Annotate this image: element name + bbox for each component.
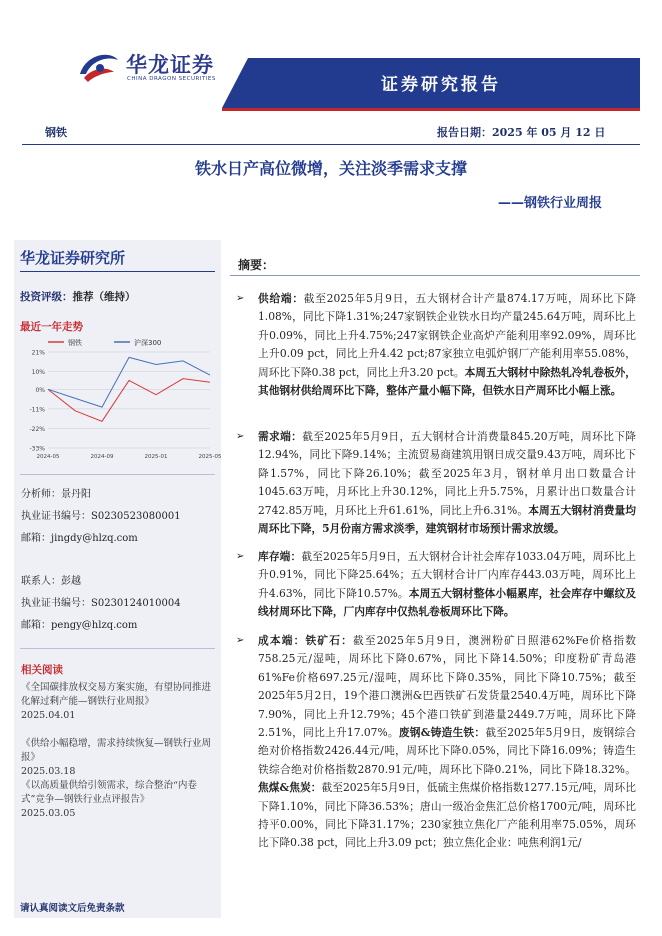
item-label: 需求端： xyxy=(258,430,303,443)
related-report[interactable] xyxy=(21,681,213,723)
bullet-arrow-icon: ➢ xyxy=(236,635,245,646)
institute-name: 华龙证券研究所 xyxy=(20,249,126,267)
page-title: 铁水日产高位微增，关注淡季需求支撑 xyxy=(194,159,467,178)
related-report-date: 2025.03.18 xyxy=(21,766,76,777)
summary-divider xyxy=(230,275,640,276)
related-report-date: 2025.03.05 xyxy=(21,808,76,819)
item-text: 截至2025年5月9日，五大钢材合计消费量845.20万吨，周环比下降12.94%，同比下降9.14%；主流贸易商建筑用钢日成交量9.43万吨，周环比下降1.57%，同比下降26.10%；截至2025年3月，钢材单月出口数量合计1045.63万吨，月环比上升30.12%，同比上升5.75%，月累计出口数量合计2742.85万吨，月环比上升61.61%，同比上升6.31%。 xyxy=(258,430,636,517)
page-subtitle: ——钢铁行业周报 xyxy=(498,196,603,211)
y-tick-label: -22% xyxy=(29,425,45,433)
summary-item-supply xyxy=(236,290,636,400)
contact-cert: 执业证书编号：S0230124010004 xyxy=(21,598,181,609)
summary-item-demand xyxy=(236,428,636,538)
related-report-date: 2025.04.01 xyxy=(21,710,76,721)
company-logo-icon xyxy=(76,48,122,88)
analyst-email: 邮箱：jingdy@hlzq.com xyxy=(21,533,138,544)
related-report-title: 《全国碳排放权交易方案实施，有望协同推进化解过剩产能—钢铁行业周报》 xyxy=(21,682,212,707)
summary-item-cost xyxy=(236,632,636,853)
contact-email: 邮箱：pengy@hlzq.com xyxy=(21,620,138,631)
industry-label: 钢铁 xyxy=(45,126,67,139)
x-tick-label: 2024-05 xyxy=(36,454,60,460)
item-label: 库存端： xyxy=(258,550,302,563)
summary-title: 摘要： xyxy=(238,258,275,272)
disclaimer-note: 请认真阅读文后免责条款 xyxy=(20,903,125,914)
related-report-title: 《以高质量供给引领需求，综合整治“内卷式”竞争—钢铁行业点评报告》 xyxy=(21,780,197,805)
logo-english-text: CHINA DRAGON SECURITIES xyxy=(127,76,216,82)
summary-item-inventory xyxy=(236,548,636,622)
item-highlight: 本周五大钢材整体小幅累库，社会库存中螺纹及线材周环比下降，厂内库存中仅热轧卷板周环比下降。 xyxy=(258,586,636,619)
item-text-scrap: 截至2025年5月9日，废钢综合绝对价格指数2426.44元/吨，周环比下降0.05%，同比下降16.09%；铸造生铁综合绝对价格指数2870.91元/吨，周环比下降0.21%，同比下降18.32%。 xyxy=(258,726,636,776)
logo-text: 华龙证券 xyxy=(126,53,214,77)
analyst-cert: 执业证书编号：S0230523080001 xyxy=(21,511,181,522)
item-label: 成本端：铁矿石： xyxy=(258,634,353,647)
rating-value: 推荐（维持） xyxy=(72,291,136,303)
item-label-scrap: 废钢&铸造生铁： xyxy=(398,726,486,740)
legend-csi300-label: 沪深300 xyxy=(134,339,162,347)
y-tick-label: -33% xyxy=(29,445,45,453)
x-tick-label: 2025-01 xyxy=(144,454,168,460)
series-line-csi300 xyxy=(48,357,210,407)
analyst-name: 分析师：景丹阳 xyxy=(21,489,91,500)
related-reading-title: 相关阅读 xyxy=(21,664,63,676)
item-text-coal: 截至2025年5月9日，低硫主焦煤价格指数1277.15元/吨，周环比下降1.10%，同比下降36.53%；唐山一级冶金焦汇总价格1700元/吨，周环比持平0.00%，同比下降31.17%；230家独立焦化厂产能利用率75.05%，周环比下降0.38 pct，同比上升3.09 pct；独立焦化企业：吨焦利润1元/ xyxy=(258,781,636,850)
header-accent-line xyxy=(222,108,640,111)
rating-label: 投资评级： xyxy=(20,291,73,303)
related-report[interactable] xyxy=(21,779,213,821)
bullet-arrow-icon: ➢ xyxy=(236,431,245,442)
header-divider xyxy=(22,144,640,145)
bullet-arrow-icon: ➢ xyxy=(236,293,245,304)
sidebar-divider xyxy=(20,648,215,649)
report-date: 报告日期：2025 年 05 月 12 日 xyxy=(437,126,606,139)
bullet-arrow-icon: ➢ xyxy=(236,551,245,562)
x-tick-label: 2025-05 xyxy=(198,454,222,460)
sidebar-divider xyxy=(20,474,215,475)
y-tick-label: -11% xyxy=(29,406,45,414)
item-label-coal: 焦煤&焦炭： xyxy=(258,781,322,795)
performance-chart xyxy=(18,334,222,464)
item-text: 截至2025年5月9日，五大钢材合计产量874.17万吨，周环比下降1.08%，同比下降1.31%;247家钢铁企业铁水日均产量245.64万吨，周环比上升0.09%，同比上升4.75%;247家钢铁企业高炉产能利用率92.09%，周环比上升0.09 pct，同比上升4.42 pct;87家独立电弧炉钢厂产能利用率55.08%，周环比下降0.38 pct，同比上升3.20 pct。 xyxy=(258,292,636,379)
legend-steel-label: 钢铁 xyxy=(68,339,82,347)
y-tick-label: 21% xyxy=(31,349,45,357)
related-report-title: 《供给小幅稳增，需求持续恢复—钢铁行业周报》 xyxy=(21,738,212,763)
related-report[interactable] xyxy=(21,737,213,779)
item-label: 供给端： xyxy=(258,292,304,305)
item-highlight: 本周五大钢材中除热轧冷轧卷板外，其他钢材供给周环比下降，整体产量小幅下降，但铁水日产周环比小幅上涨。 xyxy=(258,365,636,398)
x-tick-label: 2024-09 xyxy=(90,454,114,460)
item-text: 截至2025年5月9日，澳洲粉矿日照港62%Fe价格指数758.25元/湿吨，周环比下降0.67%，同比下降14.50%；印度粉矿青岛港61%Fe价格697.25元/湿吨，周环比下降0.35%，同比下降10.75%；截至2025年5月2日，19个港口澳洲&巴西铁矿石发货量2540.4万吨，周环比下降7.90%，同比上升12.79%；45个港口铁矿到港量2449.7万吨，周环比下降2.51%，同比上升17.07%。 xyxy=(258,634,636,740)
investment-rating xyxy=(20,289,136,304)
contact-name: 联系人：彭越 xyxy=(21,576,81,587)
y-tick-label: 10% xyxy=(31,369,45,377)
y-tick-label: 0% xyxy=(35,386,45,394)
item-highlight: 本周五大钢材消费量均周环比下降，5月份南方需求淡季，建筑钢材市场预计需求放缓。 xyxy=(258,503,636,536)
report-type: 证券研究报告 xyxy=(381,75,501,95)
performance-title: 最近一年走势 xyxy=(20,321,83,333)
series-line-steel xyxy=(48,379,210,422)
institute-divider xyxy=(20,271,215,272)
item-text: 截至2025年5月9日，五大钢材合计社会库存1033.04万吨，周环比上升0.91%，同比下降25.64%；五大钢材合计厂内库存443.03万吨，周环比上升4.63%，同比下降10.57%。 xyxy=(258,550,636,600)
